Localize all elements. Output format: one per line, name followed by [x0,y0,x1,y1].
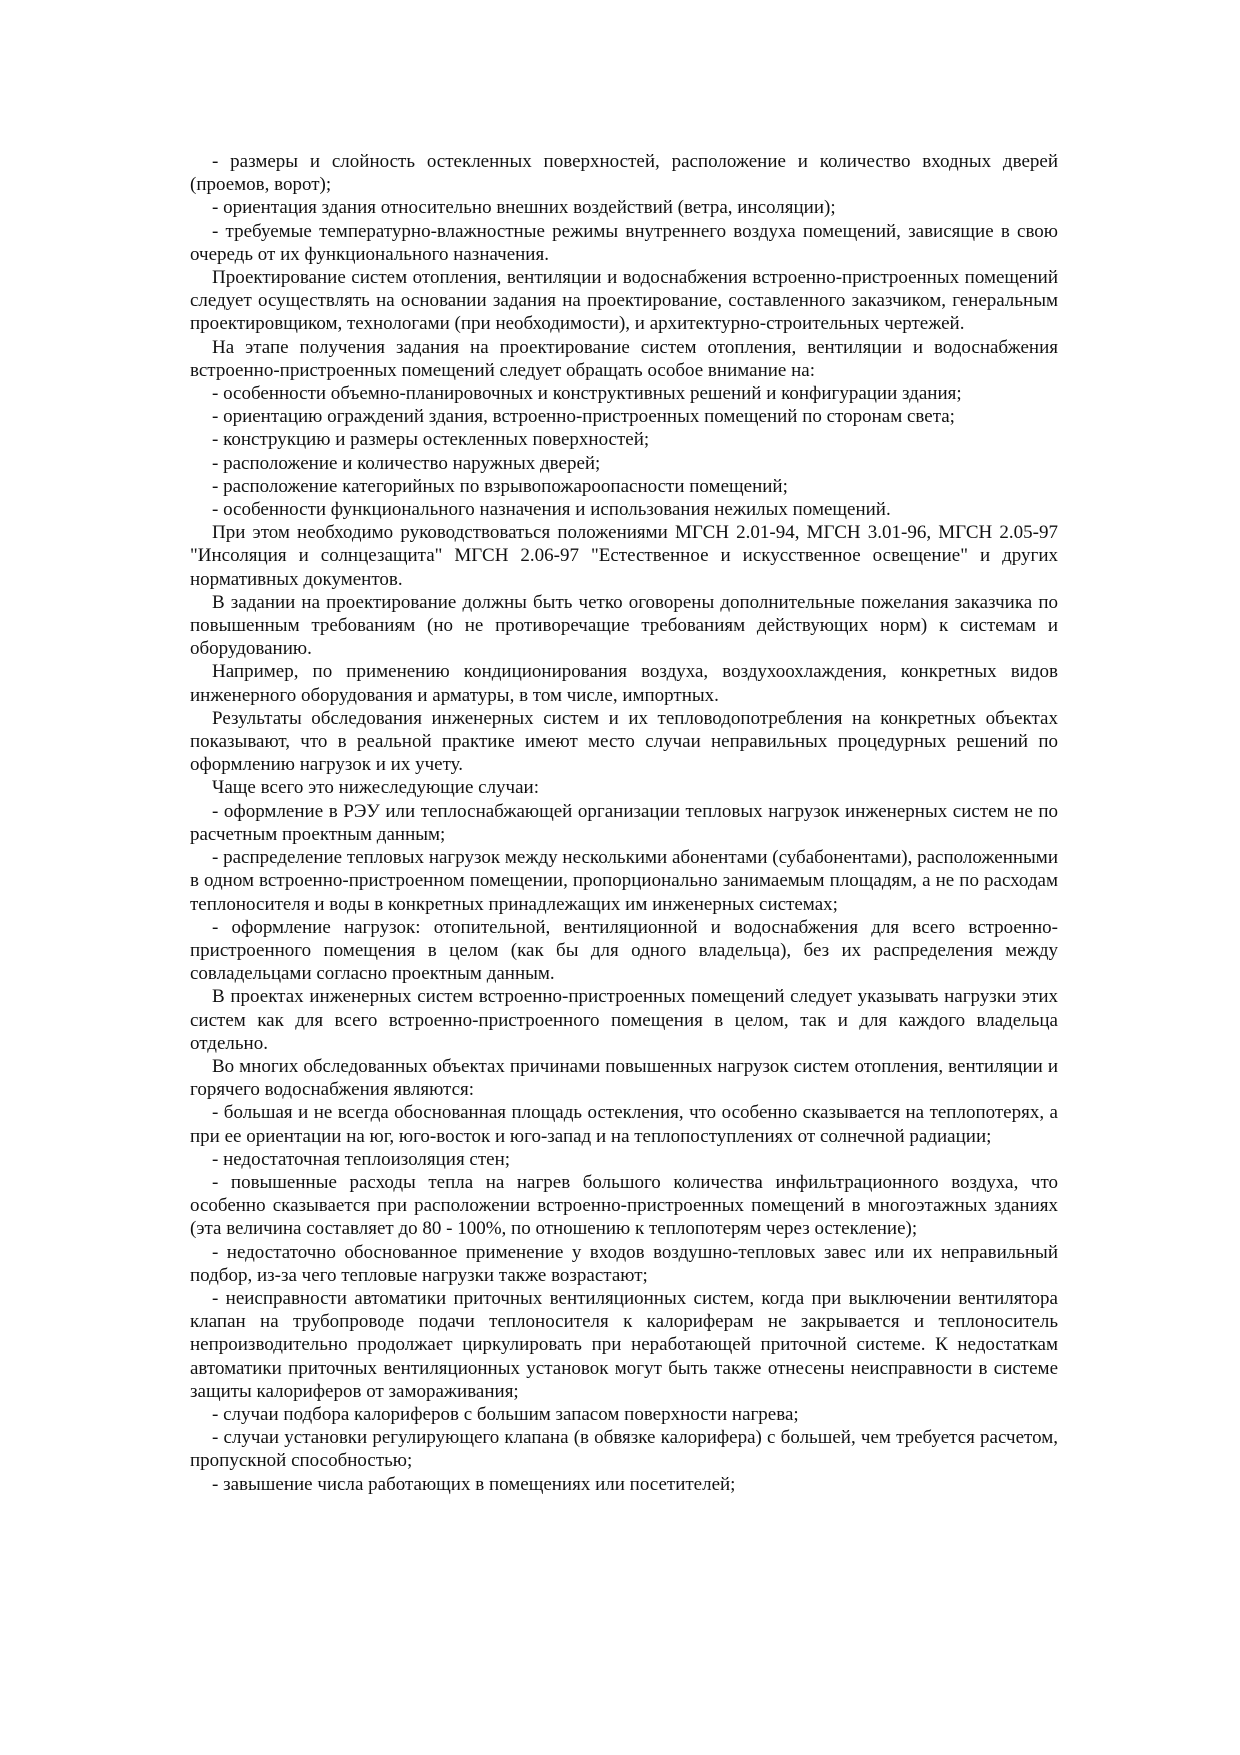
paragraph: - конструкцию и размеры остекленных поверхностей; [212,429,650,451]
paragraph: - ориентацию ограждений здания, встроенно-пристроенных помещений по сторонам света; [212,406,955,428]
paragraph: При этом необходимо руководствоваться положениями МГСН 2.01-94, МГСН 3.01-96, МГСН 2.05-97 "Инсоляция и солнцезащита" МГСН 2.06-97 "Естественное и искусственное освещение" и других нормативных документов. [190,522,1058,590]
paragraph: - большая и не всегда обоснованная площадь остекления, что особенно сказывается на теплопотерях, а при ее ориентации на юг, юго-восток и юго-запад и на теплопоступлениях от солнечной радиации; [190,1102,1058,1147]
paragraph: - особенности объемно-планировочных и конструктивных решений и конфигурации здания; [212,383,962,405]
paragraph: - недостаточно обоснованное применение у входов воздушно-тепловых завес или их неправильный подбор, из-за чего тепловые нагрузки также возрастают; [190,1241,1058,1286]
paragraph: - неисправности автоматики приточных вентиляционных систем, когда при выключении вентилятора клапан на трубопроводе подачи теплоносителя к калориферам не закрывается и теплоноситель непроизводительно продолжает циркулировать при неработающей приточной системе. К недостаткам автоматики приточных вентиляционных установок могут быть также отнесены неисправности в системе защиты калориферов от замораживания; [190,1287,1058,1402]
paragraph: На этапе получения задания на проектирование систем отопления, вентиляции и водоснабжения встроенно-пристроенных помещений следует обращать особое внимание на: [190,336,1058,381]
paragraph: - размеры и слойность остекленных поверхностей, расположение и количество входных дверей (проемов, ворот); [190,151,1058,196]
paragraph: - требуемые температурно-влажностные режимы внутреннего воздуха помещений, зависящие в свою очередь от их функционального назначения. [190,220,1058,265]
paragraph: - завышение числа работающих в помещениях или посетителей; [212,1473,736,1495]
paragraph: В проектах инженерных систем встроенно-пристроенных помещений следует указывать нагрузки этих систем как для всего встроенно-пристроенного помещения в целом, так и для каждого владельца отдельно. [190,986,1058,1054]
paragraph: - оформление нагрузок: отопительной, вентиляционной и водоснабжения для всего встроенно-пристроенного помещения в целом (как бы для одного владельца), без их распределения между совладельцами согласно проектным данным. [190,916,1058,985]
paragraph: - случаи подбора калориферов с большим запасом поверхности нагрева; [212,1403,799,1425]
paragraph: - особенности функционального назначения и использования нежилых помещений. [212,499,891,521]
paragraph: Проектирование систем отопления, вентиляции и водоснабжения встроенно-пристроенных помещений следует осуществлять на основании задания на проектирование, составленного заказчиком, генеральным проектировщиком, технологами (при необходимости), и архитектурно-строительных чертежей. [190,267,1058,335]
paragraph: - повышенные расходы тепла на нагрев большого количества инфильтрационного воздуха, что особенно сказывается при расположении встроенно-пристроенных помещений в многоэтажных зданиях (эта величина составляет до 80 - 100%, по отношению к теплопотерям через остекление); [190,1171,1058,1240]
paragraph: - расположение и количество наружных дверей; [212,452,601,474]
paragraph: - недостаточная теплоизоляция стен; [212,1148,511,1170]
paragraph: - распределение тепловых нагрузок между несколькими абонентами (субабонентами), расположенными в одном встроенно-пристроенном помещении, пропорционально занимаемым площадям, а не по расходам теплоносителя и воды в конкретных принадлежащих им инженерных системах; [190,847,1058,915]
paragraph: Чаще всего это нижеследующие случаи: [212,777,539,799]
paragraph: Результаты обследования инженерных систем и их тепловодопотребления на конкретных объектах показывают, что в реальной практике имеют место случаи неправильных процедурных решений по оформлению нагрузок и их учету. [190,707,1058,776]
paragraph: - ориентация здания относительно внешних воздействий (ветра, инсоляции); [212,197,836,219]
paragraph: - расположение категорийных по взрывопожароопасности помещений; [212,475,788,497]
paragraph: В задании на проектирование должны быть четко оговорены дополнительные пожелания заказчика по повышенным требованиям (но не противоречащие требованиям действующих норм) к системам и оборудованию. [190,591,1058,660]
paragraph: Во многих обследованных объектах причинами повышенных нагрузок систем отопления, вентиляции и горячего водоснабжения являются: [190,1055,1058,1101]
document-page [190,150,1058,1496]
paragraph: - оформление в РЭУ или теплоснабжающей организации тепловых нагрузок инженерных систем не по расчетным проектным данным; [190,800,1058,845]
paragraph: Например, по применению кондиционирования воздуха, воздухоохлаждения, конкретных видов инженерного оборудования и арматуры, в том числе, импортных. [190,661,1058,706]
paragraph: - случаи установки регулирующего клапана (в обвязке калорифера) с большей, чем требуется расчетом, пропускной способностью; [190,1427,1058,1472]
